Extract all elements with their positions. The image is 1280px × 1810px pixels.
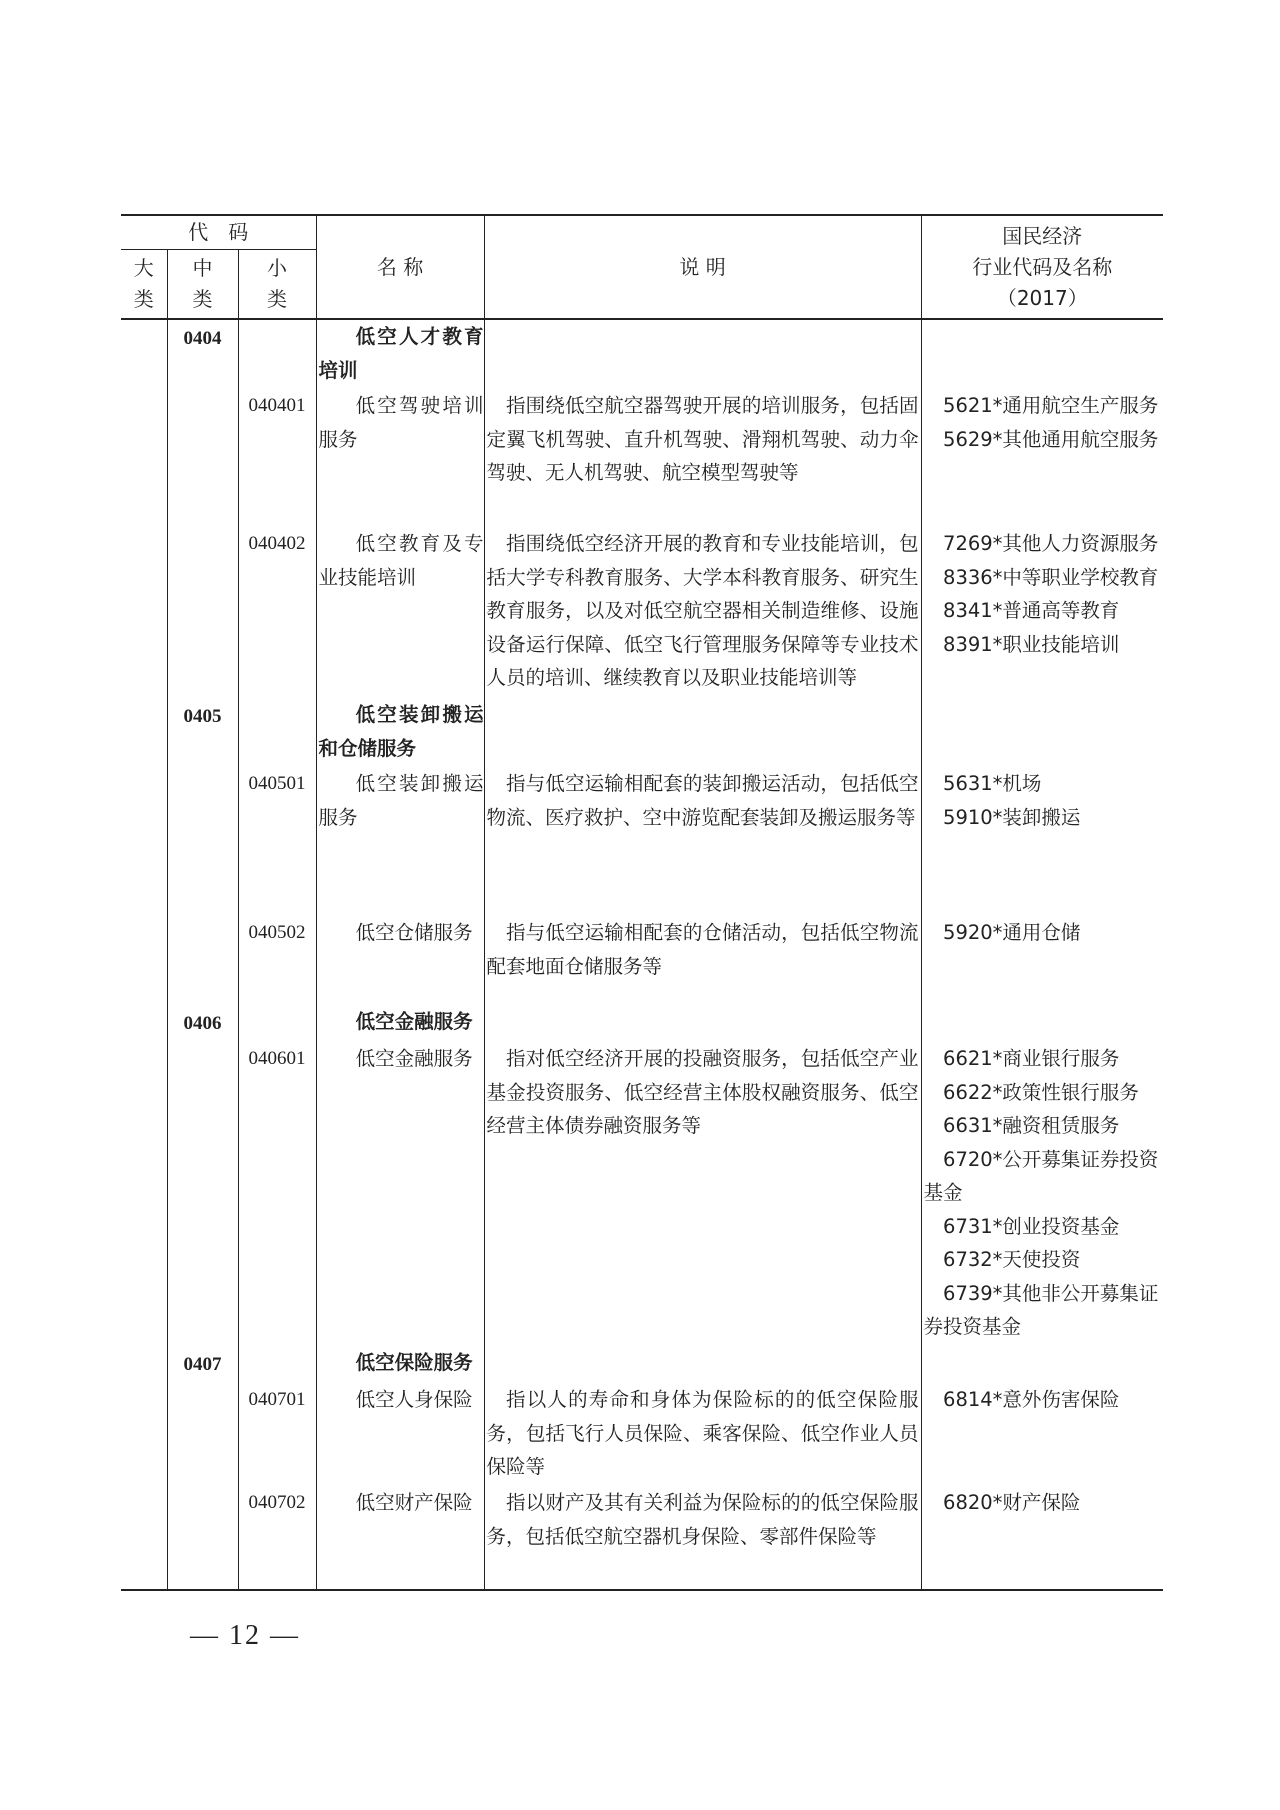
cell-industry	[921, 389, 1163, 527]
header-big-text: 大类	[133, 256, 154, 311]
cell-big	[121, 1486, 167, 1590]
cell-industry	[921, 916, 1163, 1005]
cell-mid	[167, 1042, 238, 1346]
cell-big	[121, 1042, 167, 1346]
cell-big	[121, 1005, 167, 1042]
table-row	[121, 1383, 1163, 1486]
cell-big	[121, 1346, 167, 1383]
table-row	[121, 1486, 1163, 1590]
cell-small: 040601	[238, 1042, 316, 1346]
cell-desc	[484, 1383, 921, 1486]
cell-name-text: 低空装卸搬运服务	[318, 772, 484, 829]
table-row	[121, 1005, 1163, 1042]
cell-big	[121, 698, 167, 767]
industry-code: 6621*商业银行服务	[943, 1047, 1120, 1070]
header-industry-line3: （2017）	[996, 285, 1088, 310]
table-header	[121, 215, 1163, 319]
cell-big	[121, 527, 167, 698]
cell-name	[316, 698, 484, 767]
cell-desc-text: 指与低空运输相配套的仓储活动，包括低空物流配套地面仓储服务等	[486, 921, 919, 978]
table-body	[121, 319, 1163, 1590]
cell-mid: 0405	[167, 698, 238, 767]
cell-industry	[921, 1486, 1163, 1590]
cell-desc-text: 指与低空运输相配套的装卸搬运活动，包括低空物流、医疗救护、空中游览配套装卸及搬运服务等	[486, 772, 919, 829]
cell-mid: 0404	[167, 319, 238, 389]
header-mid	[167, 250, 238, 320]
cell-mid	[167, 916, 238, 1005]
cell-small: 040701	[238, 1383, 316, 1486]
cell-small: 040502	[238, 916, 316, 1005]
header-mid-text: 中类	[192, 256, 213, 311]
header-code: 代 码	[121, 215, 316, 250]
cell-desc	[484, 1005, 921, 1042]
header-small	[238, 250, 316, 320]
cell-big	[121, 916, 167, 1005]
cell-name-text: 低空保险服务	[355, 1351, 473, 1374]
header-desc: 说 明	[484, 215, 921, 319]
cell-industry	[921, 319, 1163, 389]
table-row	[121, 389, 1163, 527]
cell-name-text: 低空人身保险	[355, 1388, 473, 1411]
table-row	[121, 916, 1163, 1005]
header-industry	[921, 215, 1163, 319]
catalog-table	[121, 214, 1163, 1591]
cell-desc	[484, 1042, 921, 1346]
cell-name	[316, 1042, 484, 1346]
table-row	[121, 527, 1163, 698]
cell-industry	[921, 1005, 1163, 1042]
industry-code: 6631*融资租赁服务	[943, 1114, 1120, 1137]
cell-industry	[921, 527, 1163, 698]
cell-desc-text: 指以财产及其有关利益为保险标的的低空保险服务，包括低空航空器机身保险、零部件保险等	[486, 1491, 919, 1548]
industry-code: 7269*其他人力资源服务	[943, 532, 1159, 555]
cell-name-text: 低空金融服务	[355, 1010, 473, 1033]
header-industry-line2: 行业代码及名称	[972, 254, 1113, 279]
cell-desc	[484, 527, 921, 698]
cell-name	[316, 1486, 484, 1590]
industry-code: 6739*其他非公开募集证券投资基金	[923, 1281, 1159, 1338]
header-industry-line1: 国民经济	[1002, 223, 1083, 248]
header-big	[121, 250, 167, 320]
cell-name	[316, 527, 484, 698]
cell-name-text: 低空财产保险	[355, 1491, 473, 1514]
cell-name-text: 低空人才教育培训	[318, 325, 484, 382]
cell-small: 040401	[238, 389, 316, 527]
cell-big	[121, 1383, 167, 1486]
cell-desc	[484, 1486, 921, 1590]
cell-small: 040501	[238, 767, 316, 916]
cell-desc-text: 指对低空经济开展的投融资服务，包括低空产业基金投资服务、低空经营主体股权融资服务、低空经营主体债券融资服务等	[486, 1047, 919, 1137]
cell-desc	[484, 698, 921, 767]
industry-code: 6820*财产保险	[943, 1491, 1081, 1514]
industry-code: 5629*其他通用航空服务	[943, 427, 1159, 451]
cell-mid: 0407	[167, 1346, 238, 1383]
industry-code: 5631*机场	[943, 772, 1042, 795]
cell-desc	[484, 767, 921, 916]
table-row	[121, 319, 1163, 389]
cell-name	[316, 767, 484, 916]
cell-mid	[167, 527, 238, 698]
cell-small	[238, 698, 316, 767]
cell-name-text: 低空金融服务	[355, 1047, 473, 1070]
cell-mid	[167, 1383, 238, 1486]
industry-code: 5621*通用航空生产服务	[943, 394, 1159, 417]
cell-name-text: 低空教育及专业技能培训	[318, 532, 484, 589]
cell-desc	[484, 389, 921, 527]
industry-code: 8341*普通高等教育	[943, 599, 1120, 622]
cell-big	[121, 389, 167, 527]
cell-small	[238, 1346, 316, 1383]
cell-name	[316, 319, 484, 389]
table-row	[121, 767, 1163, 916]
cell-name	[316, 916, 484, 1005]
cell-mid: 0406	[167, 1005, 238, 1042]
cell-industry	[921, 1346, 1163, 1383]
cell-name	[316, 389, 484, 527]
cell-desc-text: 指以人的寿命和身体为保险标的的低空保险服务，包括飞行人员保险、乘客保险、低空作业人员保险等	[486, 1388, 919, 1478]
cell-name	[316, 1383, 484, 1486]
cell-big	[121, 767, 167, 916]
cell-industry	[921, 1383, 1163, 1486]
cell-industry	[921, 1042, 1163, 1346]
industry-code: 6622*政策性银行服务	[943, 1080, 1139, 1104]
header-small-text: 小类	[267, 256, 288, 311]
cell-industry	[921, 767, 1163, 916]
cell-mid	[167, 1486, 238, 1590]
table-row	[121, 1346, 1163, 1383]
cell-industry	[921, 698, 1163, 767]
cell-desc	[484, 1346, 921, 1383]
cell-desc	[484, 319, 921, 389]
industry-code: 5920*通用仓储	[943, 921, 1081, 944]
cell-name-text: 低空仓储服务	[355, 921, 473, 944]
cell-mid	[167, 767, 238, 916]
table-row	[121, 698, 1163, 767]
cell-desc-text: 指围绕低空航空器驾驶开展的培训服务，包括固定翼飞机驾驶、直升机驾驶、滑翔机驾驶、动力伞驾驶、无人机驾驶、航空模型驾驶等	[486, 394, 919, 484]
header-name: 名 称	[316, 215, 484, 319]
industry-code: 6720*公开募集证券投资基金	[923, 1147, 1159, 1204]
cell-name	[316, 1005, 484, 1042]
industry-code: 6814*意外伤害保险	[943, 1388, 1120, 1411]
cell-small	[238, 1005, 316, 1042]
page-number: — 12 —	[190, 1620, 300, 1651]
industry-code: 8336*中等职业学校教育	[943, 565, 1159, 589]
table-row	[121, 1042, 1163, 1346]
cell-name-text: 低空驾驶培训服务	[318, 394, 484, 451]
cell-desc-text: 指围绕低空经济开展的教育和专业技能培训，包括大学专科教育服务、大学本科教育服务、研究生教育服务，以及对低空航空器相关制造维修、设施设备运行保障、低空飞行管理服务保障等专业技术人员的培训、继续教育以及职业技能培训等	[486, 532, 919, 689]
cell-small	[238, 319, 316, 389]
cell-name-text: 低空装卸搬运和仓储服务	[318, 703, 484, 760]
industry-code: 8391*职业技能培训	[943, 632, 1120, 656]
cell-mid	[167, 389, 238, 527]
cell-desc	[484, 916, 921, 1005]
industry-code: 6731*创业投资基金	[943, 1214, 1120, 1238]
cell-small: 040702	[238, 1486, 316, 1590]
cell-small: 040402	[238, 527, 316, 698]
cell-big	[121, 319, 167, 389]
industry-code: 6732*天使投资	[943, 1248, 1081, 1271]
industry-code: 5910*装卸搬运	[943, 805, 1081, 829]
cell-name	[316, 1346, 484, 1383]
